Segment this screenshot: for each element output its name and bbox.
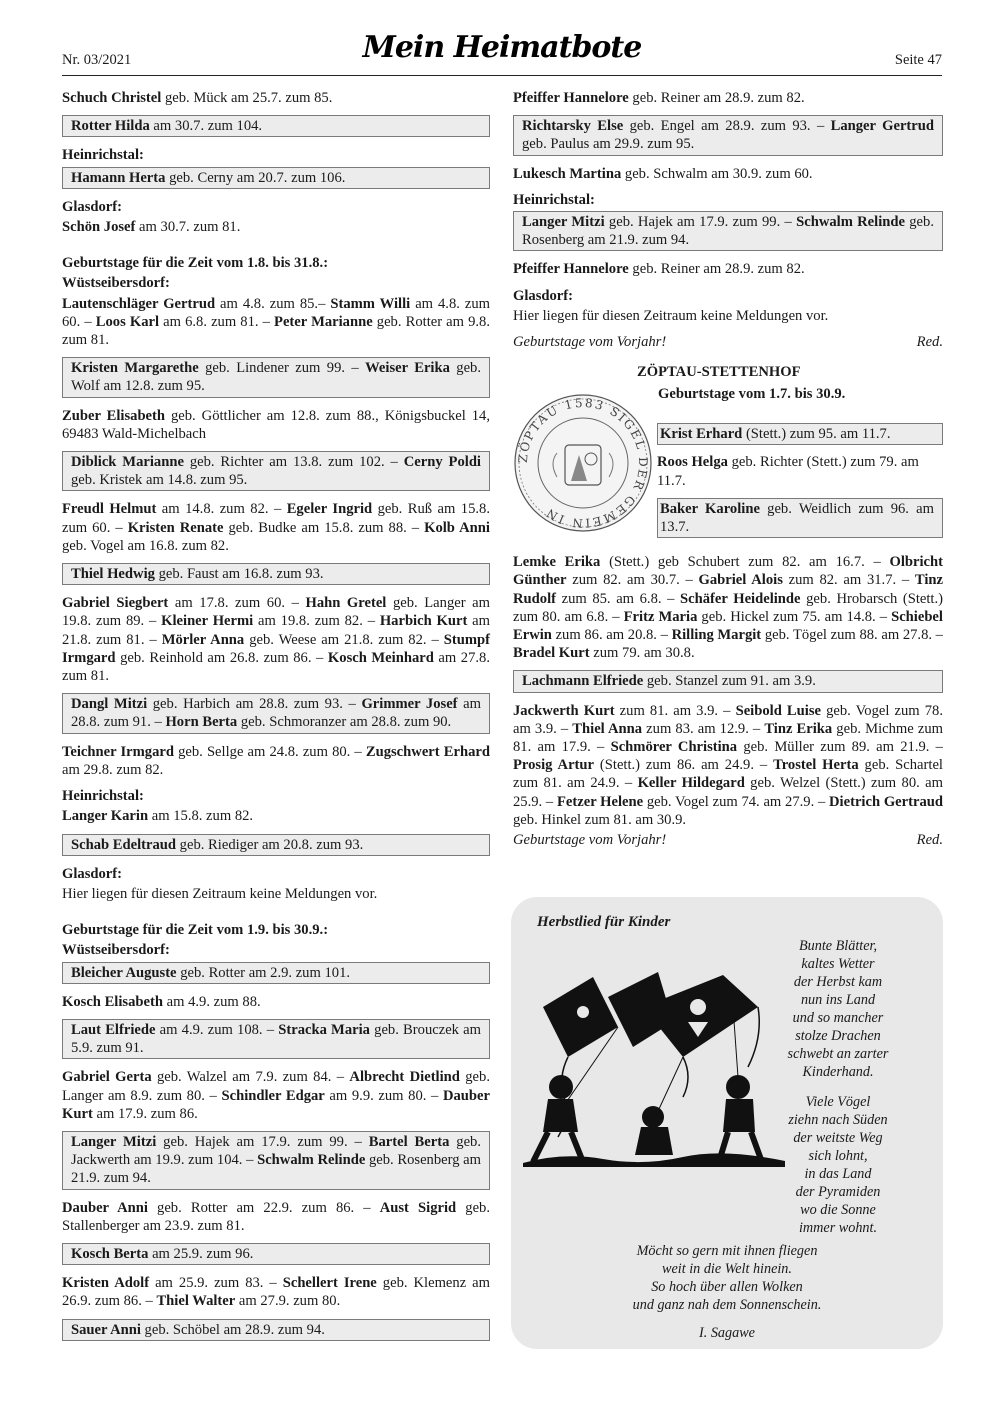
section-heading: Glasdorf:	[62, 865, 122, 882]
poem-box	[511, 897, 943, 1349]
highlight-box: Sauer Anni geb. Schöbel am 28.9. zum 94.	[62, 1319, 490, 1341]
entry: Hier liegen für diesen Zeitraum keine Meldungen vor.	[513, 307, 829, 324]
poem-line: der Herbst kam	[793, 974, 883, 990]
entry: Dauber Anni geb. Rotter am 22.9. zum 86. – Aust Sigrid geb. Stallenberger am 23.9. zum 81.	[62, 1199, 490, 1234]
poem-line: in das Land	[804, 1166, 872, 1182]
period-heading: Geburtstage für die Zeit vom 1.8. bis 31.8.:	[62, 255, 329, 272]
svg-text:ZÖPTAU 1583 SIGEL DER GEMEIN I: ZÖPTAU 1583 SIGEL DER GEMEIN IN	[515, 396, 651, 531]
footnote: Geburtstage vom Vorjahr!	[513, 334, 667, 351]
page-header	[62, 30, 942, 76]
poem-line: und so mancher	[792, 1010, 884, 1026]
highlight-box: Hamann Herta geb. Cerny am 20.7. zum 106.	[62, 167, 490, 189]
poem-line: immer wohnt.	[798, 1220, 878, 1236]
highlight-box: Thiel Hedwig geb. Faust am 16.8. zum 93.	[62, 563, 490, 585]
poem-line: kaltes Wetter	[801, 956, 875, 972]
municipal-seal-icon	[513, 393, 653, 533]
poem-line: ziehn nach Süden	[788, 1112, 888, 1128]
highlight-box: Dangl Mitzi geb. Harbich am 28.8. zum 93. – Grimmer Josef am 28.8. zum 91. – Horn Berta geb. Schmoranzer am 28.8. zum 90.	[62, 693, 490, 733]
editor-mark: Red.	[916, 334, 943, 351]
poem-line: Kinderhand.	[802, 1064, 874, 1080]
section-heading: Heinrichstal:	[62, 788, 144, 805]
section-heading: Glasdorf:	[62, 198, 122, 215]
highlight-box: Krist Erhard (Stett.) zum 95. am 11.7.	[657, 423, 943, 445]
issue-number: Nr. 03/2021	[62, 52, 132, 68]
entry: Roos Helga geb. Richter (Stett.) zum 79. am 11.7.	[657, 454, 919, 489]
highlight-box: Rotter Hilda am 30.7. zum 104.	[62, 115, 490, 137]
poem-line: So hoch über allen Wolken	[651, 1279, 803, 1295]
poem-line: der Pyramiden	[795, 1184, 881, 1200]
poem-stanza-bottom	[571, 1242, 883, 1342]
period-heading: Geburtstage für die Zeit vom 1.9. bis 30.9.:	[62, 922, 329, 939]
children-kites-illustration-icon	[523, 967, 785, 1167]
section-heading: Heinrichstal:	[62, 147, 144, 164]
editor-mark: Red.	[916, 832, 943, 849]
entry: Zuber Elisabeth geb. Göttlicher am 12.8. zum 88., Königsbuckel 14, 69483 Wald-Michelbach	[62, 407, 490, 442]
right-column	[513, 89, 943, 849]
section-heading: Wüstseibersdorf:	[62, 275, 170, 292]
masthead-logo: Mein Heimatbote	[362, 30, 642, 65]
entry: Pfeiffer Hannelore geb. Reiner am 28.9. zum 82.	[513, 261, 805, 278]
entry: Freudl Helmut am 14.8. zum 82. – Egeler Ingrid geb. Ruß am 15.8. zum 60. – Kristen Renate geb. Budke am 15.8. zum 88. – Kolb Anni geb. Vogel am 16.8. zum 82.	[62, 501, 490, 554]
footnote: Geburtstage vom Vorjahr!	[513, 832, 667, 849]
zoeptau-section	[513, 363, 943, 553]
entry: Gabriel Gerta geb. Walzel am 7.9. zum 84. – Albrecht Dietlind geb. Langer am 8.9. zum 80. – Schindler Edgar am 9.9. zum 80. – Dauber Kurt am 17.9. zum 86.	[62, 1069, 490, 1122]
poem-title: Herbstlied für Kinder	[537, 914, 671, 930]
highlight-box: Diblick Marianne geb. Richter am 13.8. zum 102. – Cerny Poldi geb. Kristek am 14.8. zum 95.	[62, 451, 490, 491]
entry: Lautenschläger Gertrud am 4.8. zum 85.– Stamm Willi am 4.8. zum 60. – Loos Karl am 6.8. zum 81. – Peter Marianne geb. Rotter am 9.8. zum 81.	[62, 295, 491, 349]
poem-author: I. Sagawe	[699, 1325, 755, 1341]
highlight-box: Baker Karoline geb. Weidlich zum 96. am 13.7.	[657, 498, 943, 538]
page-number: Seite 47	[894, 52, 942, 68]
poem-line: stolze Drachen	[795, 1028, 881, 1044]
poem-line: schwebt an zarter	[787, 1046, 889, 1062]
highlight-box: Schab Edeltraud geb. Riediger am 20.8. zum 93.	[62, 834, 490, 856]
highlight-box: Bleicher Auguste geb. Rotter am 2.9. zum 101.	[62, 962, 490, 984]
entry: Kosch Elisabeth am 4.9. zum 88.	[62, 993, 261, 1010]
entry: Pfeiffer Hannelore geb. Reiner am 28.9. zum 82.	[513, 90, 805, 106]
poem-stanza-right	[763, 937, 913, 1237]
section-heading: Glasdorf:	[513, 287, 573, 304]
poem-line: nun ins Land	[800, 992, 876, 1008]
entry: Lukesch Martina geb. Schwalm am 30.9. zum 60.	[513, 165, 813, 182]
poem-line: der weitste Weg	[793, 1130, 883, 1146]
period-heading: Geburtstage vom 1.7. bis 30.9.	[658, 386, 846, 403]
highlight-box: Langer Mitzi geb. Hajek am 17.9. zum 99. – Bartel Berta geb. Jackwerth am 19.9. zum 104. – Schwalm Relinde geb. Rosenberg am 21.9. zum 94.	[62, 1131, 490, 1190]
entry: Jackwerth Kurt zum 81. am 3.9. – Seibold Luise geb. Vogel zum 78. am 3.9. – Thiel Anna zum 83. am 12.9. – Tinz Erika geb. Michme zum 81. am 17.9. – Schmörer Christina geb. Müller zum 89. am 21.9. – Prosig Artur (Stett.) zum 86. am 24.9. – Trostel Herta geb. Schartel zum 81. am 24.9. – Keller Hildegard geb. Welzel (Stett.) zum 80. am 25.9. – Fetzer Helene geb. Vogel zum 74. am 27.9. – Dietrich Gertraud geb. Hinkel zum 81. am 30.9.	[513, 702, 943, 828]
poem-line: Bunte Blätter,	[798, 938, 878, 954]
section-title: ZÖPTAU-STETTENHOF	[637, 364, 801, 381]
poem-line: Möcht so gern mit ihnen fliegen	[636, 1243, 818, 1259]
entry: Lemke Erika (Stett.) geb Schubert zum 82. am 16.7. – Olbricht Günther zum 82. am 30.7. – Gabriel Alois zum 82. am 31.7. – Tinz Rudolf zum 85. am 6.8. – Schäfer Heidelinde geb. Hrobarsch (Stett.) zum 80. am 6.8. – Fritz Maria geb. Hickel zum 75. am 14.8. – Schiebel Erwin zum 86. am 20.8. – Rilling Margit geb. Tögel zum 88. am 27.8. – Bradel Kurt zum 79. am 30.8.	[513, 554, 944, 662]
entry: Kristen Adolf am 25.9. zum 83. – Schellert Irene geb. Klemenz am 26.9. zum 86. – Thiel Walter am 27.9. zum 80.	[62, 1275, 490, 1310]
poem-line: wo die Sonne	[800, 1202, 876, 1218]
entry: Gabriel Siegbert am 17.8. zum 60. – Hahn Gretel geb. Langer am 19.8. zum 89. – Kleiner Hermi am 19.8. zum 82. – Harbich Kurt am 21.8. zum 81. – Mörler Anna geb. Weese am 21.8. zum 82. – Stumpf Irmgard geb. Reinhold am 26.8. zum 86. – Kosch Meinhard am 27.8. zum 81.	[62, 595, 491, 685]
entry: Teichner Irmgard geb. Sellge am 24.8. zum 80. – Zugschwert Erhard am 29.8. zum 82.	[62, 743, 490, 778]
highlight-box: Richtarsky Else geb. Engel am 28.9. zum 93. – Langer Gertrud geb. Paulus am 29.9. zum 95.	[513, 115, 943, 155]
highlight-box: Lachmann Elfriede geb. Stanzel zum 91. am 3.9.	[513, 670, 943, 692]
highlight-box: Kosch Berta am 25.9. zum 96.	[62, 1243, 490, 1265]
poem-line: sich lohnt,	[808, 1148, 868, 1164]
footnote-row	[513, 831, 943, 849]
highlight-box: Laut Elfriede am 4.9. zum 108. – Stracka Maria geb. Brouczek am 5.9. zum 91.	[62, 1019, 490, 1059]
left-column	[62, 89, 490, 1350]
section-heading: Wüstseibersdorf:	[62, 942, 170, 959]
poem-line: weit in die Welt hinein.	[662, 1261, 792, 1277]
entry: Schön Josef am 30.7. zum 81.	[62, 219, 241, 236]
highlight-box: Langer Mitzi geb. Hajek am 17.9. zum 99. – Schwalm Relinde geb. Rosenberg am 21.9. zum 94.	[513, 211, 943, 251]
footnote-row	[513, 333, 943, 351]
section-heading: Heinrichstal:	[513, 191, 595, 208]
entry: Schuch Christel geb. Mück am 25.7. zum 85.	[62, 90, 333, 106]
entry: Hier liegen für diesen Zeitraum keine Meldungen vor.	[62, 885, 378, 902]
highlight-box: Kristen Margarethe geb. Lindener zum 99. – Weiser Erika geb. Wolf am 12.8. zum 95.	[62, 357, 490, 397]
poem-line: und ganz nah dem Sonnenschein.	[632, 1297, 822, 1313]
poem-line: Viele Vögel	[805, 1094, 871, 1110]
entry: Langer Karin am 15.8. zum 82.	[62, 808, 254, 825]
zoeptau-entries	[657, 423, 943, 546]
